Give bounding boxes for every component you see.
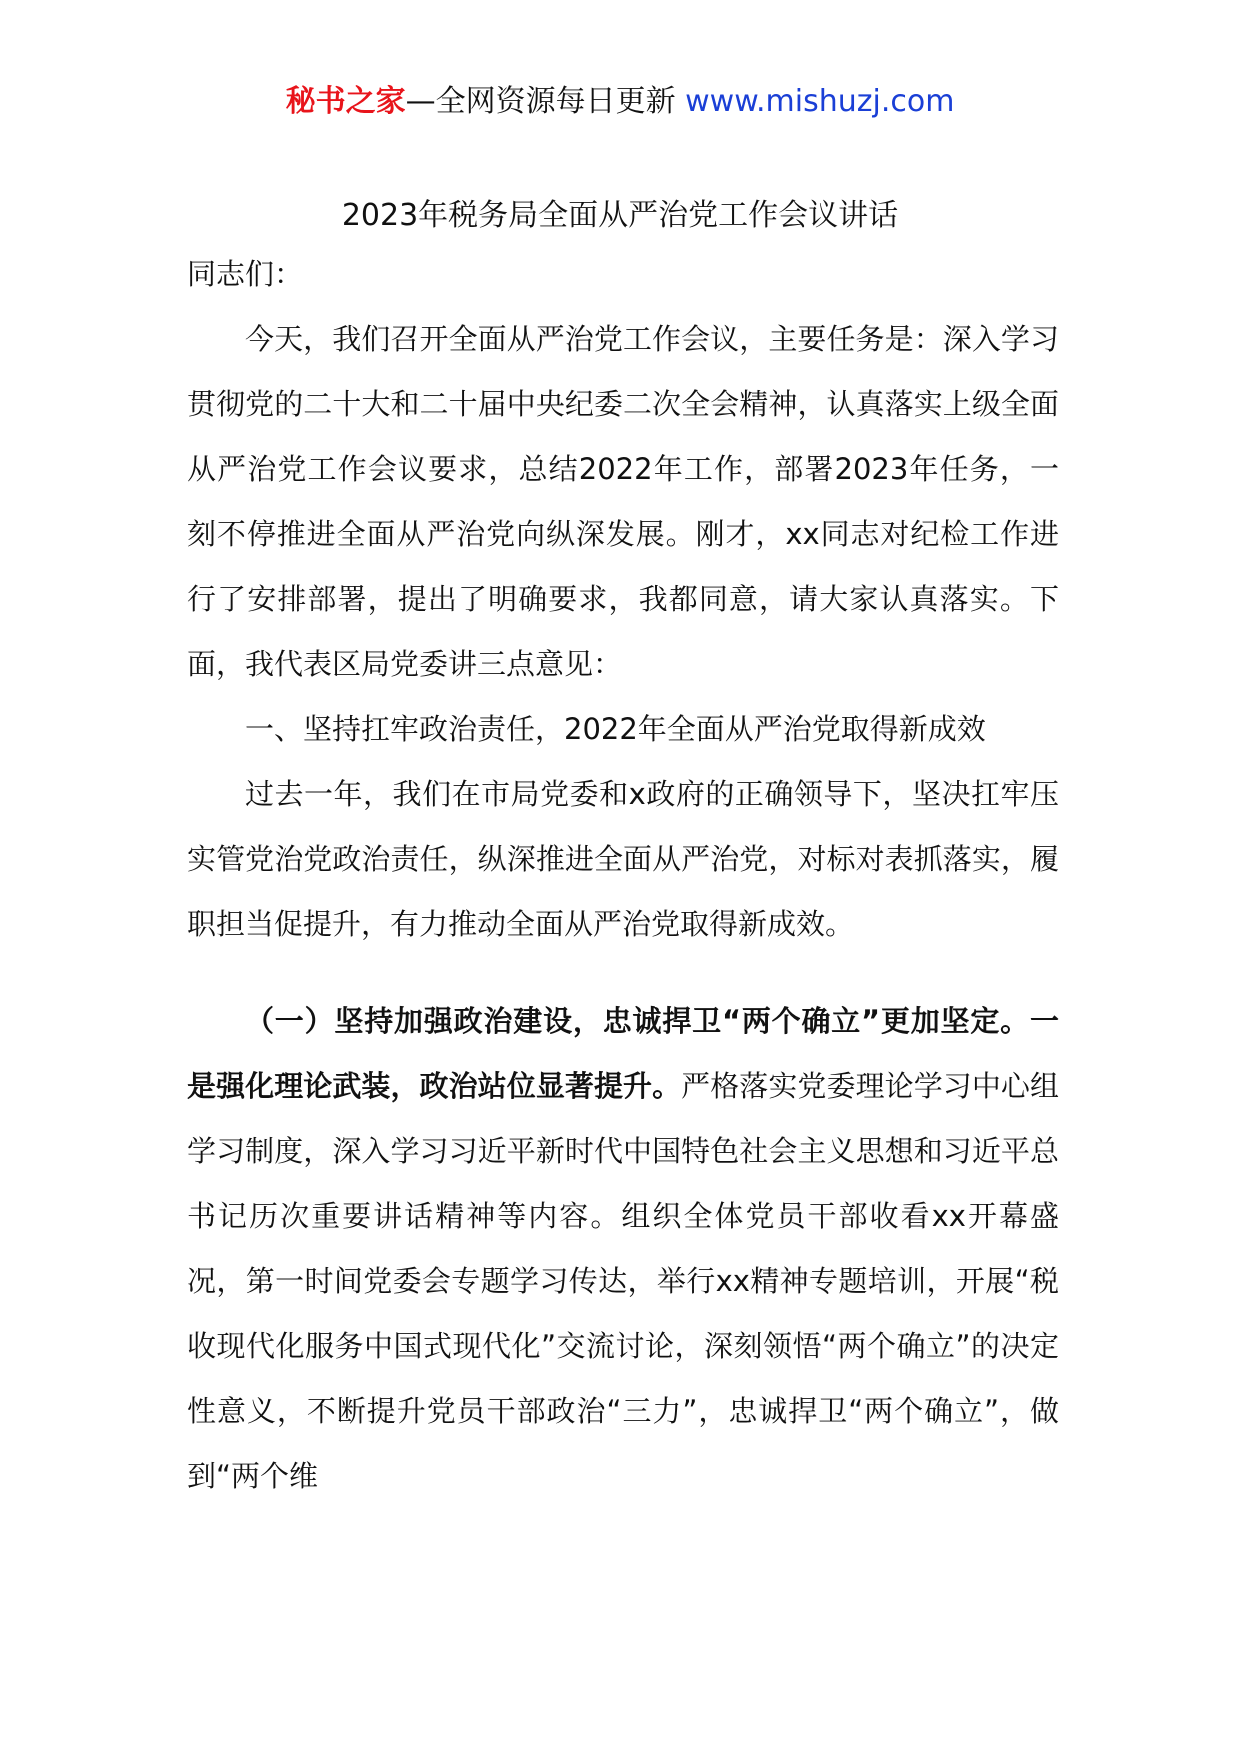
review-paragraph: 过去一年，我们在市局党委和x政府的正确领导下，坚决扛牢压实管党治党政治责任，纵深推进全面从严治党，对标对表抓落实，履职担当促提升，有力推动全面从严治党取得新成效。 <box>187 777 1059 941</box>
site-header <box>0 82 1240 122</box>
subsection-paragraph <box>187 989 1059 1509</box>
site-brand: 秘书之家 <box>285 84 406 119</box>
document-title: 2023年税务局全面从严治党工作会议讲话 <box>341 198 899 233</box>
intro-paragraph: 今天，我们召开全面从严治党工作会议，主要任务是：深入学习贯彻党的二十大和二十届中央纪委二次全会精神，认真落实上级全面从严治党工作会议要求，总结2022年工作，部署2023年任务，一刻不停推进全面从严治党向纵深发展。刚才，xx同志对纪检工作进行了安排部署，提出了明确要求，我都同意，请大家认真落实。下面，我代表区局党委讲三点意见： <box>187 322 1059 681</box>
section-heading: 一、坚持扛牢政治责任，2022年全面从严治党取得新成效 <box>245 712 986 746</box>
point-heading: 一是强化理论武装，政治站位显著提升。 <box>187 1004 1059 1103</box>
document-body <box>187 242 1059 1509</box>
site-url-link[interactable]: www.mishuzj.com <box>685 84 955 119</box>
site-slogan: —全网资源每日更新 <box>405 84 686 119</box>
point-text: 严格落实党委理论学习中心组学习制度，深入学习习近平新时代中国特色社会主义思想和习近平总书记历次重要讲话精神等内容。组织全体党员干部收看xx开幕盛况，第一时间党委会专题学习传达，举行xx精神专题培训，开展“税收现代化服务中国式现代化”交流讨论，深刻领悟“两个确立”的决定性意义，不断提升党员干部政治“三力”，忠诚捍卫“两个确立”，做到“两个维 <box>187 1069 1059 1493</box>
subsection-heading: （一）坚持加强政治建设，忠诚捍卫“两个确立”更加坚定。 <box>245 1004 1030 1038</box>
salutation: 同志们： <box>187 257 304 291</box>
